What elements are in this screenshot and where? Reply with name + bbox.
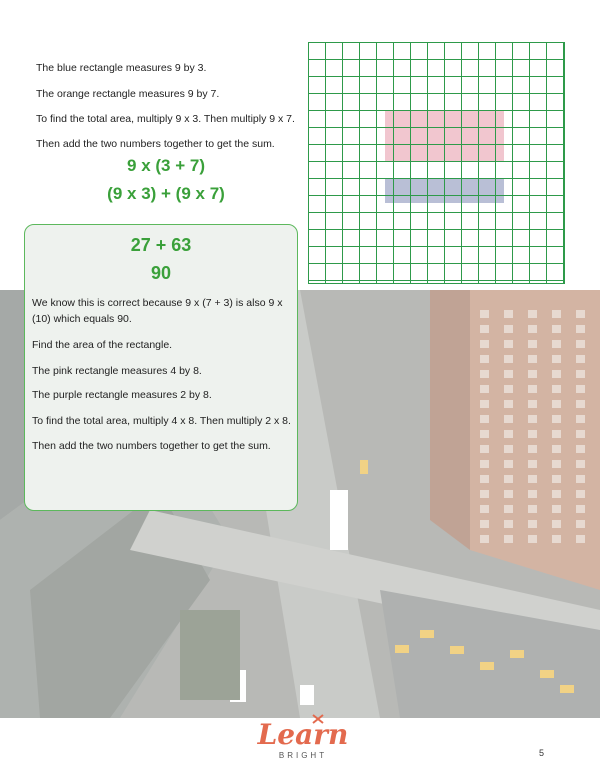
learn-bright-logo (248, 720, 358, 768)
callout-paragraph-1: We know this is correct because 9 x (7 + 3) is also 9 x (10) which equals 90. (32, 297, 283, 325)
intro-line-1: The blue rectangle measures 9 by 3. (36, 62, 207, 74)
page-number: 5 (538, 748, 544, 758)
intro-line-3: To find the total area, multiply 9 x 3. Then multiply 9 x 7. (36, 113, 295, 125)
sum-expression: 27 + 63 (130, 235, 192, 255)
callout-paragraph-2: Find the area of the rectangle. (32, 339, 173, 351)
intro-line-4: Then add the two numbers together to get the sum. (36, 138, 275, 150)
logo-mark-icon (312, 714, 324, 724)
callout-paragraph-6: Then add the two numbers together to get the sum. (32, 440, 271, 452)
grid-drawing (308, 42, 565, 284)
answer-callout (24, 224, 298, 511)
grid-lines (308, 42, 565, 284)
callout-paragraph-4: The purple rectangle measures 2 by 8. (32, 389, 212, 401)
callout-paragraph-5: To find the total area, multiply 4 x 8. Then multiply 2 x 8. (32, 415, 291, 427)
callout-paragraph-3: The pink rectangle measures 4 by 8. (32, 365, 202, 377)
logo-subtitle: BRIGHT (278, 751, 328, 760)
equation-2: (9 x 3) + (9 x 7) (107, 184, 225, 203)
intro-line-2: The orange rectangle measures 9 by 7. (36, 88, 220, 100)
grid-border (309, 43, 565, 284)
sum-result: 90 (150, 263, 172, 283)
area-grid (308, 42, 565, 284)
logo-word: Learn (257, 718, 349, 751)
equation-1: 9 x (3 + 7) (127, 156, 205, 175)
